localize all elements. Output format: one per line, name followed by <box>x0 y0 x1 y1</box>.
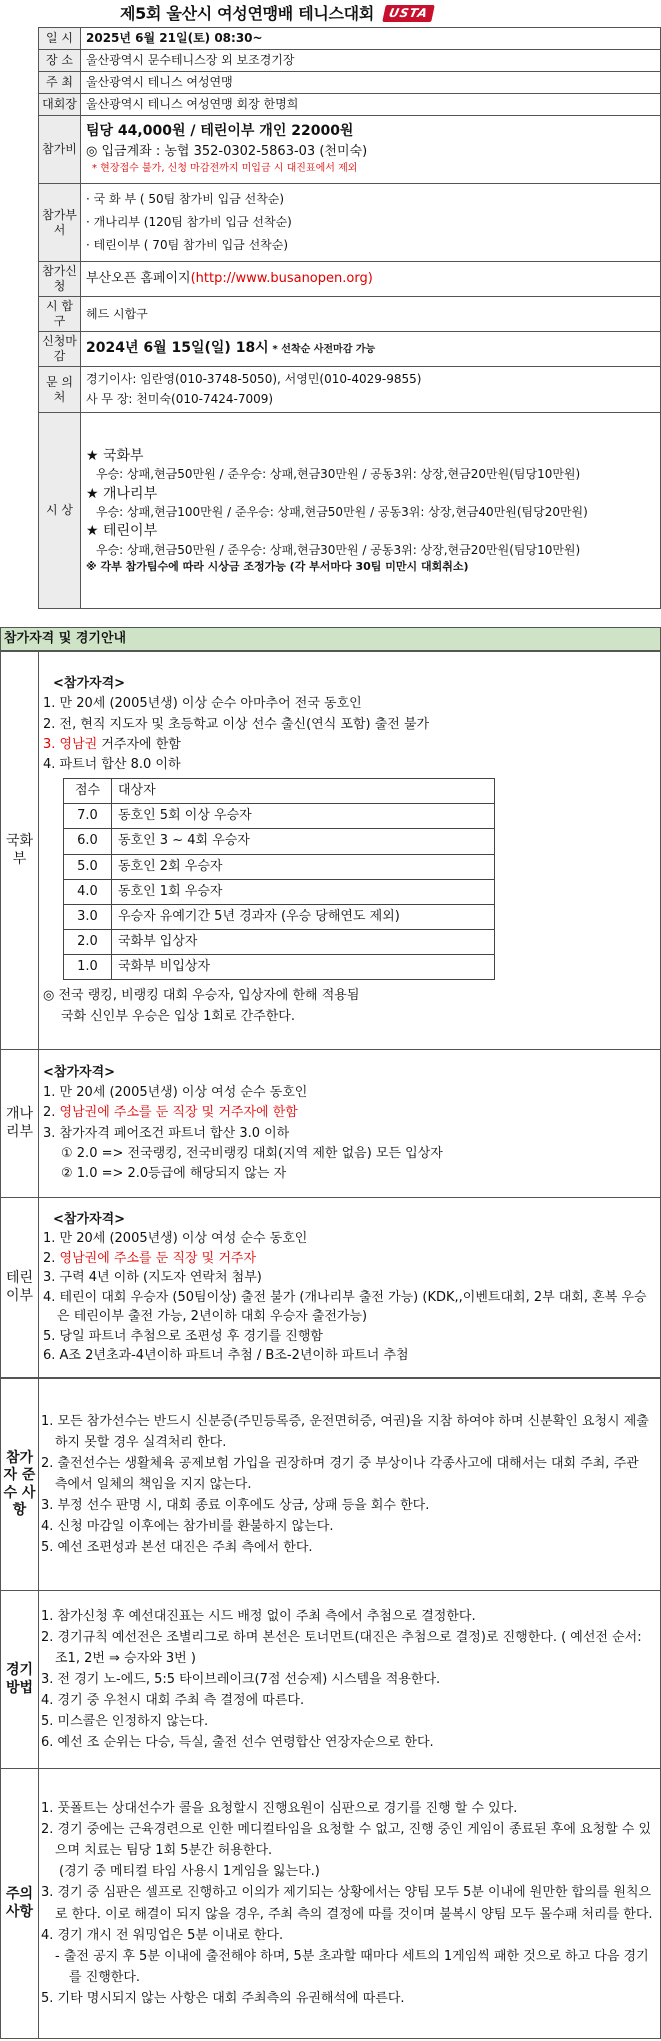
gukhwa-region: 3. 영남권 <box>43 736 98 752</box>
prize-text: 우승: 상패,현금50만원 / 준우승: 상패,현금30만원 / 공동3위: 상장,현금20만원(팀당10만원) <box>96 542 581 557</box>
prize-text: 우승: 상패,현금50만원 / 준우승: 상패,현금30만원 / 공동3위: 상장,현금20만원(팀당10만원) <box>96 467 581 482</box>
fee-amount: 팀당 44,000원 / 테린이부 개인 22000원 <box>86 123 354 140</box>
row-date <box>39 28 661 50</box>
target-cell: 국화부 입상자 <box>112 930 495 955</box>
value-apply <box>81 262 661 297</box>
row-host <box>39 72 661 94</box>
row-deadline <box>39 332 661 367</box>
list-item: - 출전 공지 후 5분 이내에 출전해야 하며, 5분 초과할 때마다 세트의 1게임씩 패한 것으로 하고 다음 경기를 진행한다. <box>55 1948 649 1985</box>
list-item: 3. 경기 중 심판은 셀프로 진행하고 이의가 제기되는 상황에서는 양팀 모두 5분 이내에 원만한 합의를 원칙으로 한다. 이로 해결이 되지 않을 경우, 주최 측의 결정에 따를 것이며 불복시 양팀 모두 몰수패 처리를 한다. <box>41 1885 653 1922</box>
table-row <box>64 930 495 955</box>
info-table <box>38 27 661 609</box>
terini-line: 4. 테린이 대회 우승자 (50팀이상) 출전 불가 (개나리부 출전 가능) (KDK,,이벤트대회, 2부 대회, 혼복 우승은 테린이부 출전 가능, 2년이하 대회 우승자 출전가능) <box>43 1289 647 1324</box>
score-cell: 2.0 <box>64 930 112 955</box>
deadline-note: * 선착순 사전마감 가능 <box>272 344 376 356</box>
label-gaenari: 개나리부 <box>1 1050 39 1198</box>
list-item: 4. 경기 개시 전 워밍업은 5분 이내로 한다. <box>41 1927 284 1943</box>
target-cell: 동호인 1회 우승자 <box>112 879 495 904</box>
list-item: 1. 모든 참가선수는 반드시 신분증(주민등록증, 운전면허증, 여권)을 지참 하여야 하며 신분확인 요청시 제출하지 못할 경우 실격처리 한다. <box>41 1413 649 1450</box>
target-cell: 동호인 3 ~ 4회 우승자 <box>112 829 495 854</box>
gukhwa-region-rest: 거주자에 한함 <box>97 736 181 752</box>
list-item: 2. 경기 중에는 근육경련으로 인한 메디컬타임을 요청할 수 없고, 진행 중인 게임이 종료된 후에 요청할 수 있으며 치료는 팀당 1회 5분간 허용한다. <box>41 1822 652 1859</box>
fee-note: * 현장접수 불가, 신청 마감전까지 미입금 시 대진표에서 제외 <box>92 163 358 175</box>
title-bar <box>38 0 661 27</box>
label-gukhwa: 국화부 <box>1 652 39 1050</box>
value-divisions <box>81 184 661 262</box>
rules-table <box>0 1378 661 2039</box>
fee-account: ◎ 입금계좌 : 농협 352-0302-5863-03 (천미숙) <box>86 143 368 159</box>
target-cell: 동호인 5회 이상 우승자 <box>112 804 495 829</box>
list-item: 3. 전 경기 노-에드, 5:5 타이브레이크(7점 선승제) 시스템을 적용한다. <box>41 1671 441 1687</box>
score-cell: 6.0 <box>64 829 112 854</box>
compliance-body <box>39 1379 661 1591</box>
target-cell: 우승자 유예기간 5년 경과자 (우승 당해연도 제외) <box>112 904 495 929</box>
label-apply: 참가신청 <box>39 262 81 297</box>
gukhwa-line: 4. 파트너 합산 8.0 이하 <box>43 756 181 772</box>
value-prize <box>81 413 661 609</box>
table-row <box>64 854 495 879</box>
gaenari-heading: <참가자격> <box>43 1065 116 1081</box>
target-cell: 동호인 2회 우승자 <box>112 854 495 879</box>
usta-logo: USTA <box>382 5 435 22</box>
label-deadline: 신청마감 <box>39 332 81 367</box>
row-gukhwa <box>1 652 661 1050</box>
score-header: 점수 <box>64 778 112 803</box>
value-contact <box>81 367 661 413</box>
list-item: 2. 출전선수는 생활체육 공제보험 가입을 권장하며 경기 중 부상이나 각종사고에 대해서는 대회 주최, 주관 측에서 일체의 책임을 지지 않는다. <box>41 1455 639 1492</box>
label-compliance: 참가자 준수 사항 <box>1 1379 39 1591</box>
row-compliance <box>1 1379 661 1591</box>
gaenari-subline: ① 2.0 => 전국랭킹, 전국비랭킹 대회(지역 제한 없음) 모든 입상자 <box>61 1145 443 1161</box>
list-item: 3. 부정 선수 판명 시, 대회 종료 이후에도 상금, 상패 등을 회수 한다. <box>41 1498 430 1514</box>
target-cell: 국화부 비입상자 <box>112 955 495 980</box>
list-item: 5. 기타 명시되지 않는 사항은 대회 주최측의 유권해석에 따른다. <box>41 1990 405 2006</box>
list-item: 6. 예선 조 순위는 다승, 득실, 출전 선수 연령합산 연장자순으로 한다. <box>41 1735 434 1751</box>
division-item: · 국 화 부 ( 50팀 참가비 입금 선착순) <box>86 192 285 207</box>
row-contact <box>39 367 661 413</box>
division-item: · 테린이부 ( 70팀 참가비 입금 선착순) <box>86 237 289 252</box>
row-method <box>1 1591 661 1769</box>
eligibility-table <box>0 651 661 1378</box>
list-item: 1. 풋폴트는 상대선수가 콜을 요청할시 진행요원이 심판으로 경기를 진행 할 수 있다. <box>41 1801 518 1817</box>
label-balls: 시 합 구 <box>39 297 81 332</box>
terini-region: 영남권에 주소를 둔 직장 및 거주자 <box>59 1250 257 1266</box>
page-title: 제5회 울산시 여성연맹배 테니스대회 <box>120 3 374 23</box>
gaenari-line <box>43 1103 656 1123</box>
row-apply <box>39 262 661 297</box>
table-row <box>64 955 495 980</box>
value-fee <box>81 116 661 184</box>
row-fee <box>39 116 661 184</box>
score-cell: 3.0 <box>64 904 112 929</box>
label-divisions: 참가부서 <box>39 184 81 262</box>
target-header: 대상자 <box>112 778 495 803</box>
value-deadline <box>81 332 661 367</box>
label-fee: 참가비 <box>39 116 81 184</box>
prize-note: ※ 각부 참가팀수에 따라 시상금 조정가능 (각 부서마다 30팀 미만시 대회취소) <box>86 560 469 574</box>
terini-line: 5. 당일 파트너 추첨으로 조편성 후 경기를 진행함 <box>43 1328 323 1344</box>
prize-text: 우승: 상패,현금100만원 / 준우승: 상패,현금50만원 / 공동3위: 상장,현금40만원(팀당20만원) <box>96 504 588 519</box>
prize-division: ★ 테린이부 <box>86 523 158 540</box>
terini-line: 3. 구력 4년 이하 (지도자 연락처 첨부) <box>43 1270 262 1285</box>
row-balls <box>39 297 661 332</box>
gaenari-line-num: 2. <box>43 1105 60 1121</box>
gukhwa-body <box>39 652 661 1050</box>
row-gaenari <box>1 1050 661 1198</box>
method-body <box>39 1591 661 1769</box>
terini-line-num: 2. <box>43 1250 60 1266</box>
label-terini: 테린이부 <box>1 1198 39 1378</box>
section-title-eligibility: 참가자격 및 경기안내 <box>0 627 661 651</box>
score-cell: 4.0 <box>64 879 112 904</box>
prize-division: ★ 국화부 <box>86 448 144 464</box>
deadline-date: 2024년 6월 15일(일) 18시 <box>86 340 269 357</box>
list-item: 1. 참가신청 후 예선대진표는 시드 배정 없이 주최 측에서 추첨으로 결정한다. <box>41 1608 476 1624</box>
score-table <box>63 778 495 981</box>
table-row <box>64 804 495 829</box>
value-chair: 울산광역시 테니스 여성연맹 회장 한명희 <box>81 94 661 116</box>
gaenari-body <box>39 1050 661 1198</box>
value-host: 울산광역시 테니스 여성연맹 <box>81 72 661 94</box>
contact-line: 사 무 장: 천미숙(010-7424-7009) <box>86 391 274 406</box>
label-method: 경기 방법 <box>1 1591 39 1769</box>
table-row <box>64 879 495 904</box>
value-balls: 헤드 시합구 <box>81 297 661 332</box>
gaenari-line: 3. 참가자격 페어조건 파트너 합산 3.0 이하 <box>43 1125 290 1141</box>
gaenari-subline: ② 1.0 => 2.0등급에 해당되지 않는 자 <box>61 1165 287 1181</box>
terini-line: 6. A조 2년초과-4년이하 파트너 추첨 / B조-2년이하 파트너 추첨 <box>43 1348 409 1363</box>
label-chair: 대회장 <box>39 94 81 116</box>
score-table-header <box>64 778 495 803</box>
label-host: 주 최 <box>39 72 81 94</box>
gukhwa-line: 2. 전, 현직 지도자 및 초등학교 이상 선수 출신(연식 포함) 출전 불가 <box>43 716 430 732</box>
gaenari-region: 영남권에 주소를 둔 직장 및 거주자에 한함 <box>59 1105 298 1121</box>
row-terini <box>1 1198 661 1378</box>
terini-line <box>43 1249 656 1269</box>
list-item: 5. 예선 조편성과 본선 대진은 주최 측에서 한다. <box>41 1540 313 1556</box>
row-divisions <box>39 184 661 262</box>
value-date: 2025년 6월 21일(토) 08:30~ <box>81 28 661 50</box>
caution-body <box>39 1769 661 2039</box>
list-item: 5. 미스콜은 인정하지 않는다. <box>41 1714 209 1730</box>
apply-text: 부산오픈 홈페이지 <box>86 270 191 286</box>
list-item: 4. 신청 마감일 이후에는 참가비를 환불하지 않는다. <box>41 1519 334 1535</box>
row-venue <box>39 50 661 72</box>
contact-line: 경기이사: 임란영(010-3748-5050), 서영민(010-4029-9855) <box>86 371 422 386</box>
list-item: (경기 중 메티컬 타임 사용시 1게임을 잃는다.) <box>59 1864 320 1880</box>
row-prize <box>39 413 661 609</box>
prize-division: ★ 개나리부 <box>86 485 158 502</box>
label-date: 일 시 <box>39 28 81 50</box>
division-item: · 개나리부 (120팀 참가비 입금 선착순) <box>86 215 292 230</box>
label-prize: 시 상 <box>39 413 81 609</box>
terini-body <box>39 1198 661 1378</box>
gukhwa-heading: <참가자격> <box>53 676 126 692</box>
list-item: 4. 경기 중 우천시 대회 주최 측 결정에 따른다. <box>41 1693 305 1709</box>
label-contact: 문 의 처 <box>39 367 81 413</box>
score-cell: 5.0 <box>64 854 112 879</box>
gukhwa-note: ◎ 전국 랭킹, 비랭킹 대회 우승자, 입상자에 한해 적용됨 <box>43 988 360 1004</box>
list-item: 2. 경기규칙 예선전은 조별리그로 하며 본선은 토너먼트(대진은 추첨으로 결정)로 진행한다. ( 예선전 순서: 조1, 2번 ⇒ 승자와 3번 ) <box>41 1629 642 1666</box>
label-venue: 장 소 <box>39 50 81 72</box>
gukhwa-line: 1. 만 20세 (2005년생) 이상 순수 아마추어 전국 동호인 <box>43 696 362 712</box>
row-chair <box>39 94 661 116</box>
table-row <box>64 829 495 854</box>
row-caution <box>1 1769 661 2039</box>
value-venue: 울산광역시 문수테니스장 외 보조경기장 <box>81 50 661 72</box>
score-cell: 7.0 <box>64 804 112 829</box>
gukhwa-line <box>43 735 656 755</box>
table-row <box>64 904 495 929</box>
gukhwa-note: 국화 신인부 우승은 입상 1회로 간주한다. <box>61 1008 295 1024</box>
apply-link[interactable]: (http://www.busanopen.org) <box>190 270 373 286</box>
label-caution: 주의 사항 <box>1 1769 39 2039</box>
gaenari-line: 1. 만 20세 (2005년생) 이상 여성 순수 동호인 <box>43 1085 308 1101</box>
score-cell: 1.0 <box>64 955 112 980</box>
terini-heading: <참가자격> <box>53 1211 126 1227</box>
terini-line: 1. 만 20세 (2005년생) 이상 여성 순수 동호인 <box>43 1231 308 1246</box>
